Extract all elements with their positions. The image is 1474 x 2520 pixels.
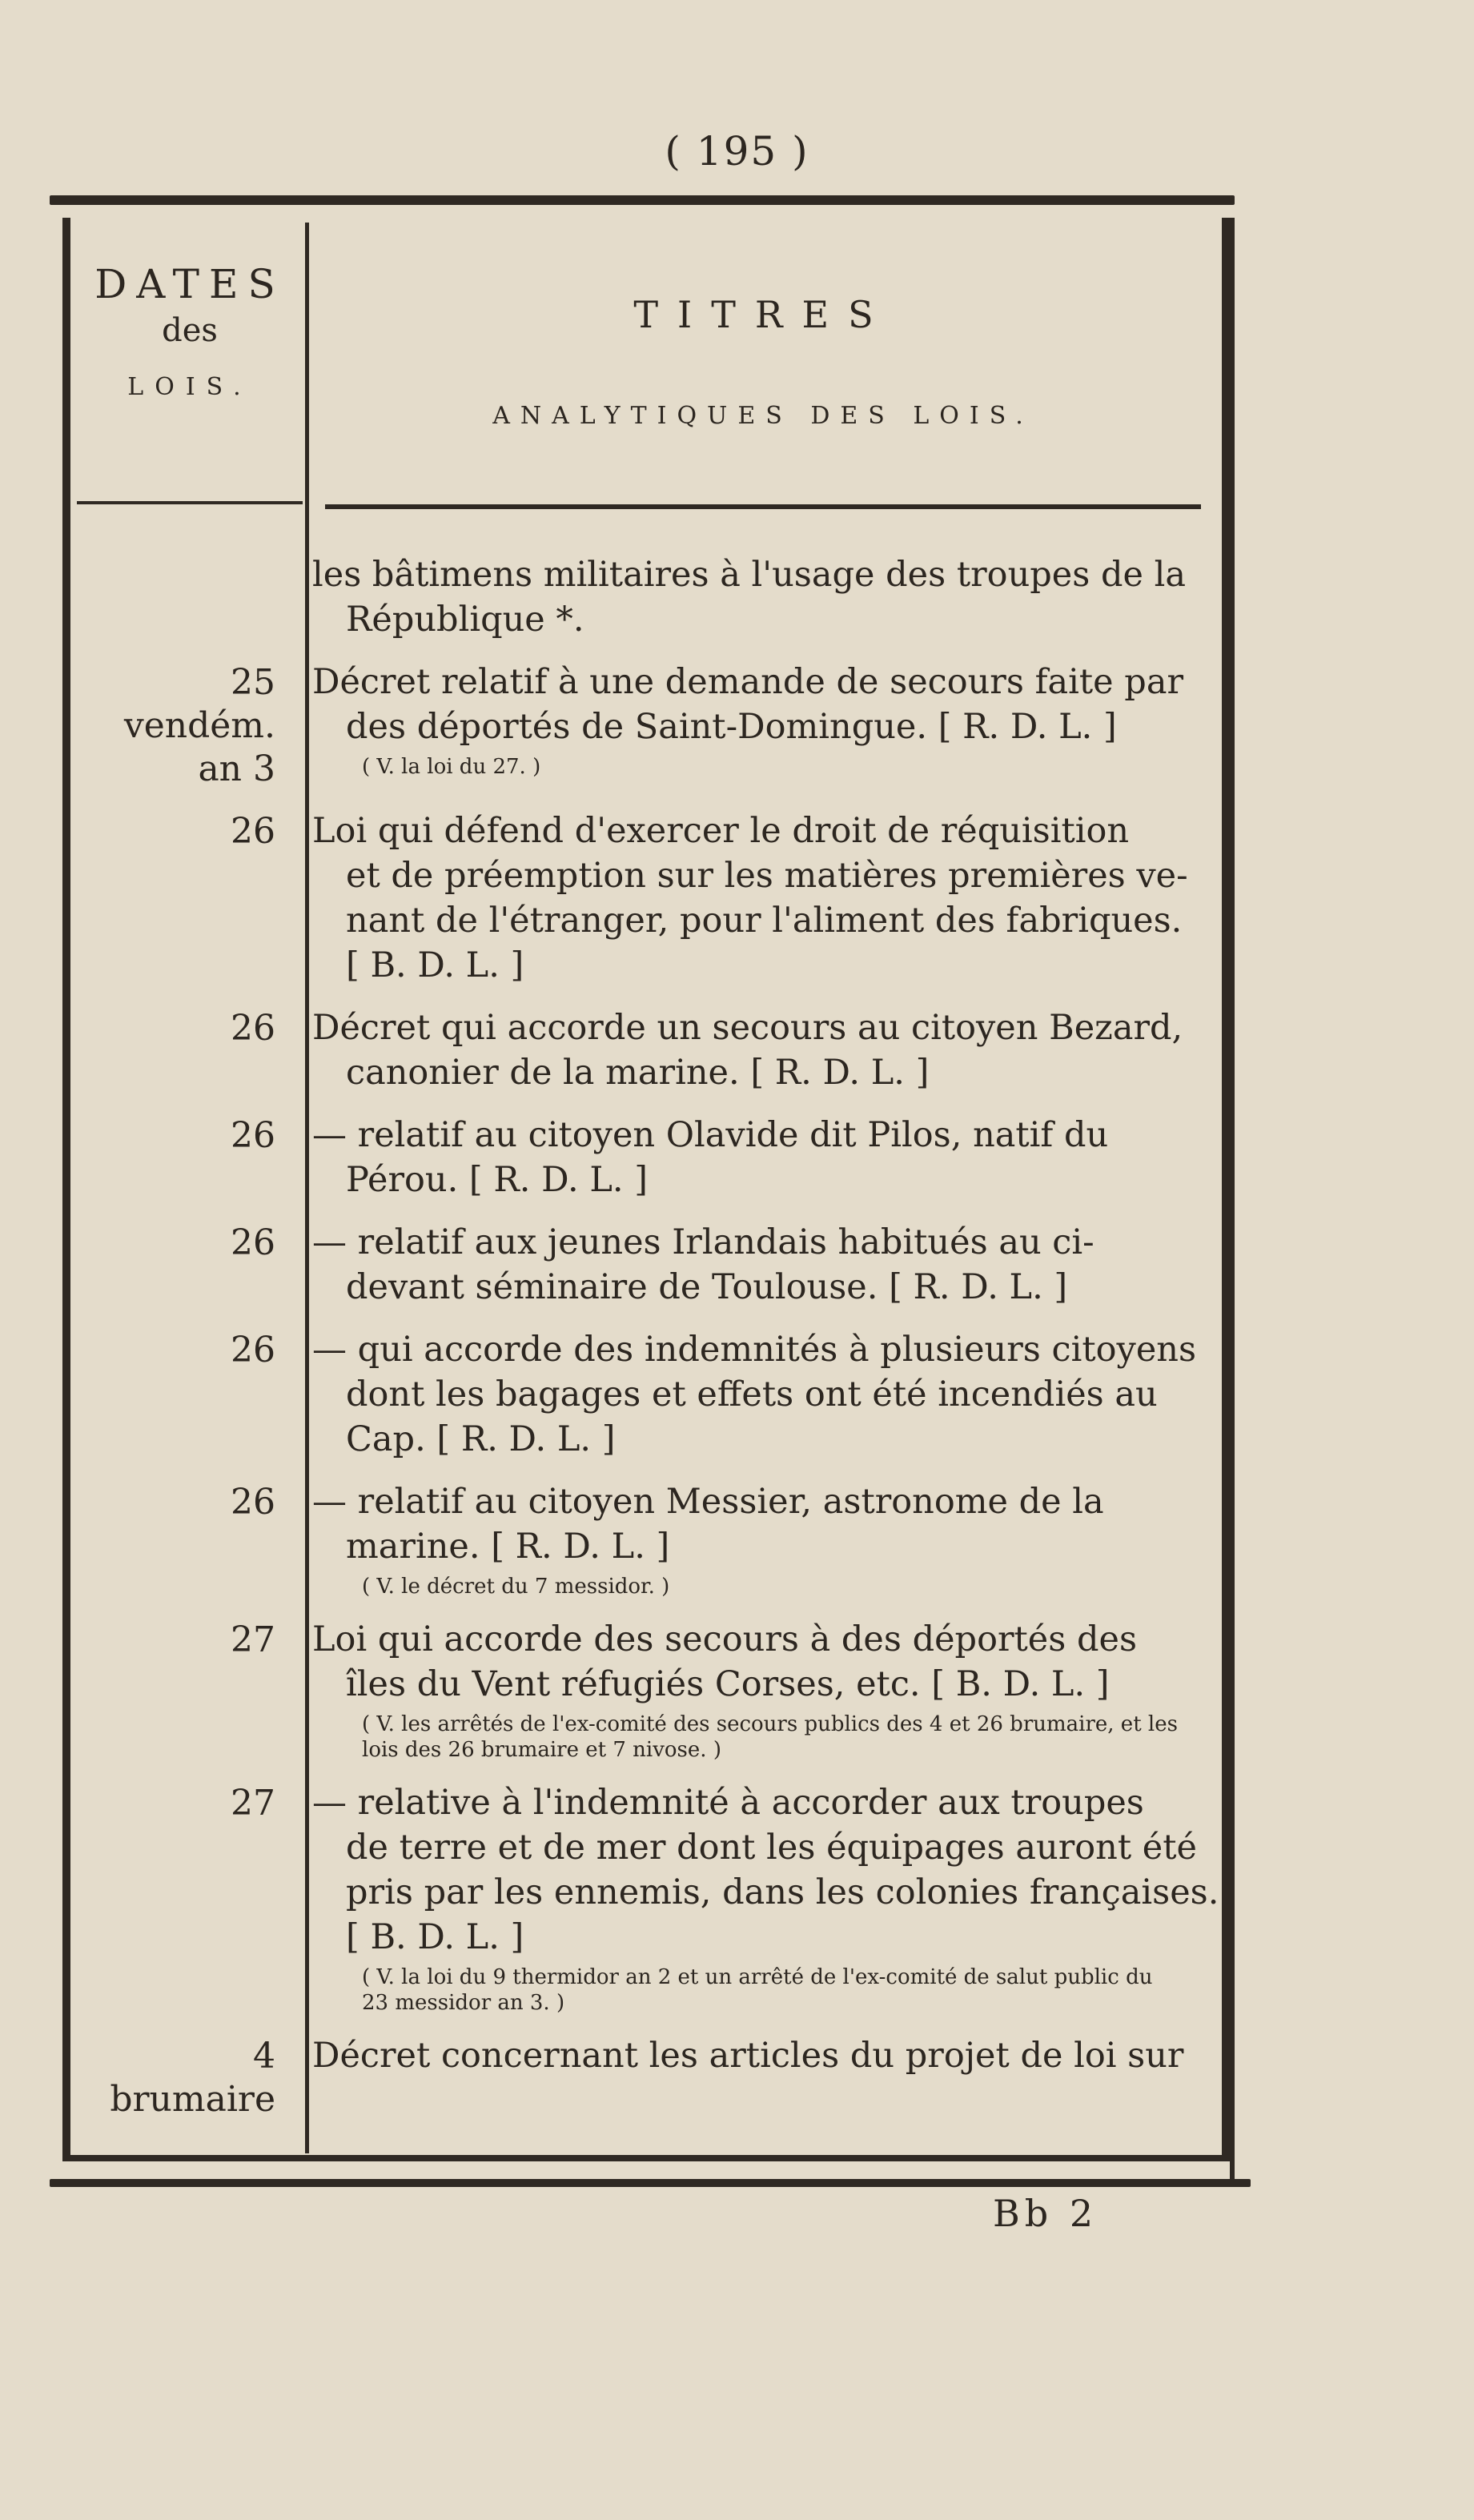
dates-column-header [77,261,303,401]
dates-header-word: DATES [94,261,285,307]
dates-header-des: des [162,312,218,349]
titles-header-subtitle: ANALYTIQUES DES LOIS. [492,402,1034,430]
entry-date: 26 [231,1482,275,1523]
entry-line: — relative à l'indemnité à accorder aux troupes [312,1783,1144,1823]
entry-line: [ B. D. L. ] [346,1917,524,1957]
header-rule-titles [325,504,1201,509]
law-entry [77,660,1209,791]
law-entry [77,1780,1219,2016]
entry-line: nant de l'étranger, pour l'aliment des fabriques. [346,901,1183,941]
entry-line: Loi qui défend d'exercer le droit de réquisition [312,811,1130,851]
entry-title [303,809,1188,988]
entry-date: 26 [231,1115,275,1156]
law-entry [77,2033,1209,2121]
law-entries-list [77,552,1219,2139]
entry-title [303,1220,1183,1310]
entry-date: 26 [231,1222,275,1263]
entry-line: et de préemption sur les matières premières ve- [346,856,1188,896]
entry-line: Pérou. [ R. D. L. ] [346,1160,649,1200]
entry-note: ( V. la loi du 9 thermidor an 2 et un arrêté de l'ex-comité de salut public du 23 messidor an 3. ) [362,1965,1153,2015]
entry-line: Décret qui accorde un secours au citoyen Bezard, [312,1008,1183,1048]
titles-column-header [325,293,1201,430]
bottom-rule [50,2179,1251,2187]
entry-date: 4 brumaire [110,2036,275,2120]
entry-line: — relatif au citoyen Olavide dit Pilos, natif du [312,1115,1109,1155]
entry-title [303,1005,1183,1095]
entry-title [303,660,1183,791]
entry-line: dont les bagages et effets ont été incendiés au [346,1374,1158,1414]
entry-line: marine. [ R. D. L. ] [346,1527,670,1567]
entry-date: 26 [231,1330,275,1370]
top-rule [50,195,1235,205]
entry-line: — relatif aux jeunes Irlandais habitués au ci- [312,1222,1094,1262]
header-rule-dates [77,501,303,504]
entry-line: République *. [346,600,584,640]
entry-note: ( V. la loi du 27. ) [362,755,541,779]
frame-right-edge [1230,218,1235,2179]
entry-title [303,1780,1219,2016]
entry-title [303,552,1186,642]
law-entry [77,1617,1209,1763]
entry-line: [ B. D. L. ] [346,945,524,985]
law-entry [77,552,1209,642]
entry-date: 25 vendém. an 3 [123,662,275,789]
titles-header-word: TITRES [633,293,893,336]
entry-title [303,1617,1183,1763]
entry-date: 27 [231,1783,275,1824]
entry-line: Décret concernant les articles du projet de loi sur [312,2036,1184,2076]
law-entry [77,809,1209,988]
entry-line: les bâtimens militaires à l'usage des troupes de la [312,555,1186,595]
entry-title [303,1113,1183,1202]
entry-line: des déportés de Saint-Domingue. [ R. D. L. ] [346,707,1117,747]
entry-line: îles du Vent réfugiés Corses, etc. [ B. D. L. ] [346,1664,1110,1704]
entry-title [303,1479,1183,1599]
law-entry [77,1479,1209,1599]
signature-mark: Bb 2 [993,2192,1098,2235]
entry-date: 26 [231,811,275,852]
entry-line: pris par les ennemis, dans les colonies françaises. [346,1872,1219,1912]
entry-line: Cap. [ R. D. L. ] [346,1419,616,1459]
entry-date: 26 [231,1008,275,1049]
entry-title [303,1327,1197,1462]
entry-line: Décret relatif à une demande de secours faite par [312,662,1184,702]
entry-date: 27 [231,1619,275,1660]
law-entry [77,1220,1209,1310]
entry-line: — qui accorde des indemnités à plusieurs citoyens [312,1330,1197,1370]
dates-header-lois: LOIS. [127,373,252,401]
entry-line: devant séminaire de Toulouse. [ R. D. L. ] [346,1267,1068,1307]
entry-line: de terre et de mer dont les équipages auront été [346,1828,1197,1868]
entry-title [303,2033,1183,2121]
law-entry [77,1005,1209,1095]
entry-line: Loi qui accorde des secours à des déportés des [312,1619,1138,1659]
entry-note: ( V. les arrêtés de l'ex-comité des secours publics des 4 et 26 brumaire, et les lois des 26 brumaire et 7 nivose. ) [362,1712,1178,1762]
page-number: ( 195 ) [665,128,809,175]
entry-line: — relatif au citoyen Messier, astronome de la [312,1482,1104,1522]
entry-note: ( V. le décret du 7 messidor. ) [362,1575,670,1599]
entry-line: canonier de la marine. [ R. D. L. ] [346,1053,930,1093]
entry-date [77,552,303,642]
law-entry [77,1327,1209,1462]
law-entry [77,1113,1209,1202]
